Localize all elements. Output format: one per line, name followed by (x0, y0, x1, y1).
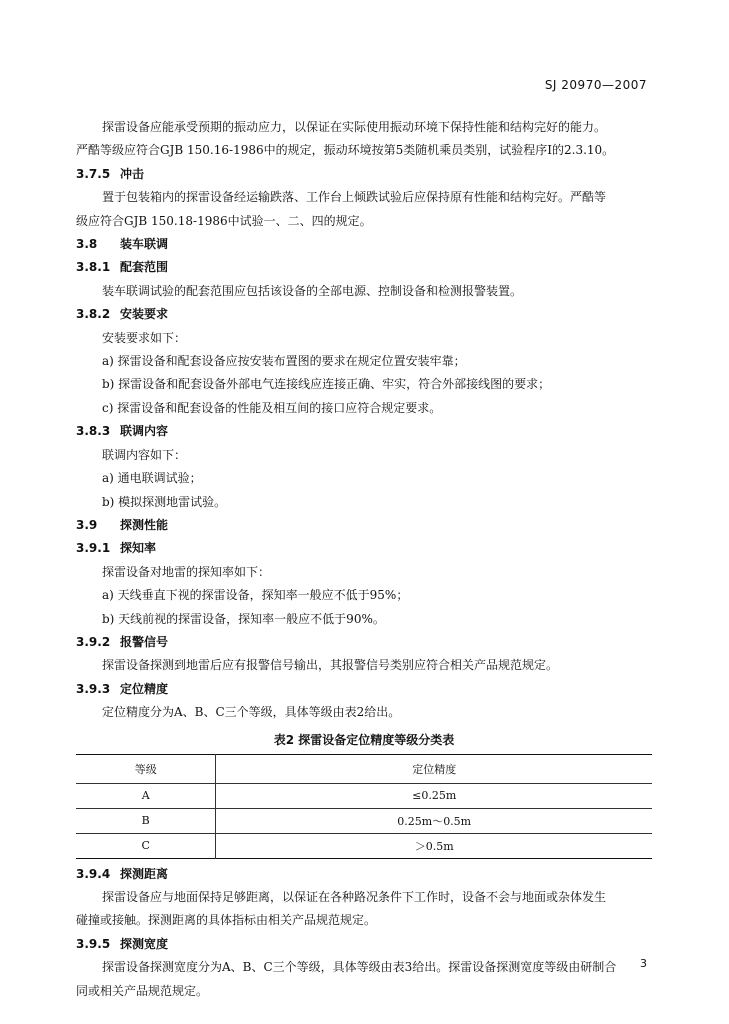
section-title: 装车联调 (120, 237, 169, 252)
section-number: 3.7.5 (76, 166, 111, 181)
paragraph-line: 联调内容如下： (102, 447, 187, 462)
section-title: 探知率 (120, 541, 157, 556)
list-item: a) 通电联调试验； (102, 471, 202, 486)
paragraph-line: 安装要求如下： (102, 330, 187, 345)
table-cell: ≤0.25m (216, 783, 652, 808)
section-number: 3.9.3 (76, 681, 111, 696)
table-header-cell: 定位精度 (216, 754, 652, 783)
section-title: 报警信号 (120, 634, 169, 649)
paragraph-line: 同或相关产品规范规定。 (76, 983, 209, 998)
table-header-row (76, 754, 652, 783)
section-number: 3.9 (76, 517, 98, 532)
section-title: 联调内容 (120, 424, 169, 439)
paragraph-line: 探雷设备对地雷的探知率如下： (102, 564, 271, 579)
list-item: a) 天线垂直下视的探雷设备，探知率一般应不低于95%； (102, 588, 409, 603)
section-title: 探测宽度 (120, 936, 169, 951)
section-heading-3-8-3 (76, 420, 652, 443)
section-title: 配套范围 (120, 260, 169, 275)
paragraph-line: 装车联调试验的配套范围应包括该设备的全部电源、控制设备和检测报警装置。 (102, 283, 523, 298)
page-number: 3 (640, 957, 647, 970)
section-heading-3-9-4 (76, 863, 652, 886)
section-heading-3-7-5 (76, 163, 652, 186)
paragraph-line: 碰撞或接触。探测距离的具体指标由相关产品规范规定。 (76, 913, 377, 928)
section-number: 3.9.5 (76, 936, 111, 951)
section-heading-3-9-2 (76, 631, 652, 654)
list-item: b) 天线前视的探雷设备，探知率一般应不低于90%。 (102, 611, 385, 626)
section-title: 探测性能 (120, 517, 169, 532)
table-cell: 0.25m～0.5m (216, 808, 652, 833)
document-code: SJ 20970—2007 (544, 78, 647, 92)
section-heading-3-8-2 (76, 303, 652, 326)
section-title: 探测距离 (120, 866, 169, 881)
section-heading-3-9-1 (76, 537, 652, 560)
paragraph-line: 探雷设备应与地面保持足够距离，以保证在各种路况条件下工作时，设备不会与地面或杂体发生 (102, 889, 607, 904)
section-heading-3-9-5 (76, 933, 652, 956)
paragraph-line: 置于包装箱内的探雷设备经运输跌落、工作台上倾跌试验后应保持原有性能和结构完好。严酷等 (102, 190, 607, 205)
page-content (76, 116, 652, 1003)
section-number: 3.8.2 (76, 307, 111, 322)
list-item: a) 探雷设备和配套设备应按安装布置图的要求在规定位置安装牢靠； (102, 354, 466, 369)
table-row (76, 833, 652, 858)
section-title: 冲击 (120, 166, 145, 181)
table-cell: B (76, 808, 216, 833)
section-heading-3-9-3 (76, 678, 652, 701)
paragraph-line: 探雷设备应能承受预期的振动应力，以保证在实际使用振动环境下保持性能和结构完好的能力。 (102, 120, 607, 134)
table-row (76, 808, 652, 833)
section-number: 3.8.1 (76, 260, 111, 275)
table-header-cell: 等级 (76, 754, 216, 783)
accuracy-grade-table (76, 754, 652, 859)
list-item: c) 探雷设备和配套设备的性能及相互间的接口应符合规定要求。 (102, 400, 442, 415)
section-number: 3.8 (76, 237, 98, 252)
section-number: 3.9.2 (76, 634, 111, 649)
table-title: 表2 探雷设备定位精度等级分类表 (273, 732, 455, 747)
section-heading-3-8 (76, 233, 652, 256)
section-number: 3.9.1 (76, 541, 111, 556)
paragraph-line: 定位精度分为A、B、C三个等级，具体等级由表2给出。 (102, 705, 401, 720)
table-row (76, 783, 652, 808)
table-cell: C (141, 839, 150, 853)
paragraph-line: 严酷等级应符合GJB 150.16-1986中的规定，振动环境按第5类随机乘员类别，试验程序Ⅰ的2.3.10。 (76, 143, 615, 158)
section-number: 3.9.4 (76, 866, 111, 881)
section-heading-3-9 (76, 514, 652, 537)
list-item: b) 模拟探测地雷试验。 (102, 494, 227, 509)
list-item: b) 探雷设备和配套设备外部电气连接线应连接正确、牢实，符合外部接线图的要求； (102, 377, 551, 392)
table-cell: ＞0.5m (216, 833, 652, 858)
paragraph-line: 级应符合GJB 150.18-1986中试验一、二、四的规定。 (76, 213, 372, 228)
section-number: 3.8.3 (76, 424, 111, 439)
table-cell: A (76, 783, 216, 808)
section-title: 安装要求 (120, 307, 169, 322)
paragraph-line: 探雷设备探测宽度分为A、B、C三个等级，具体等级由表3给出。探雷设备探测宽度等级由研制合 (102, 960, 617, 975)
section-heading-3-8-1 (76, 256, 652, 279)
section-title: 定位精度 (120, 681, 169, 696)
paragraph-line: 探雷设备探测到地雷后应有报警信号输出，其报警信号类别应符合相关产品规范规定。 (102, 658, 559, 673)
